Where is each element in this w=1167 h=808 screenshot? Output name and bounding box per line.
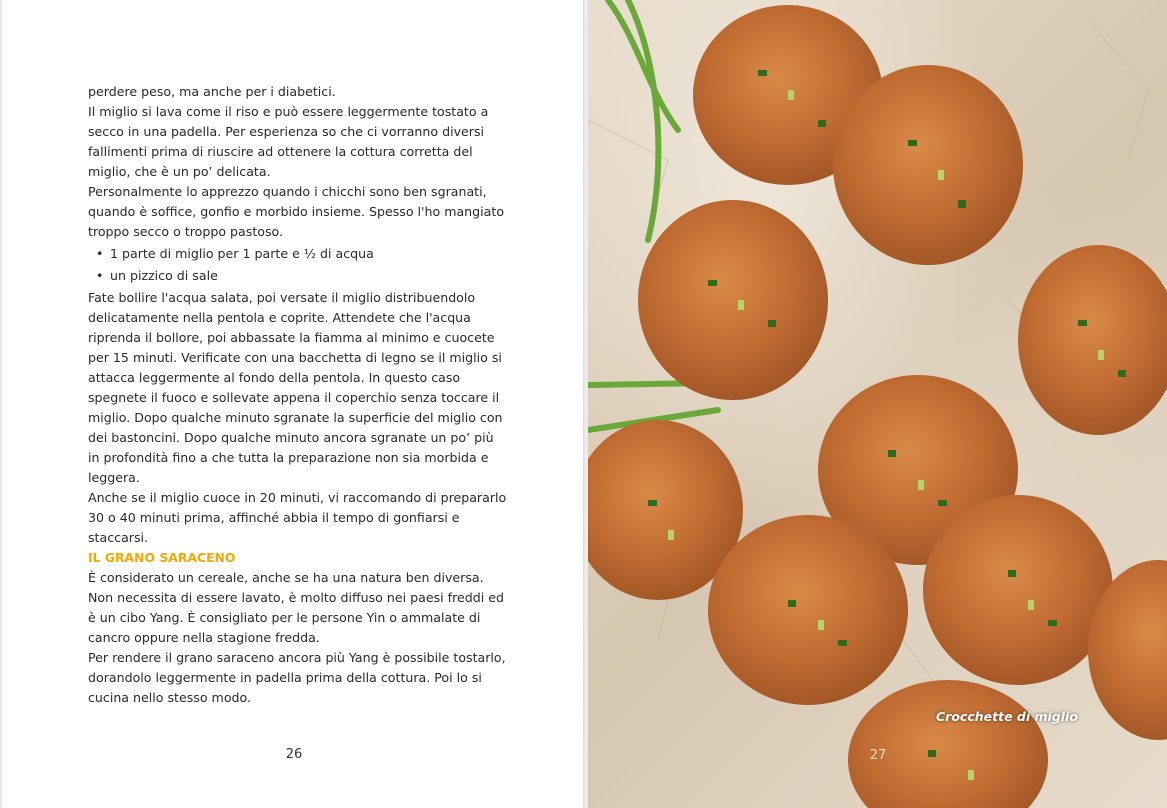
page-number: 26 [285, 747, 303, 762]
croquette [638, 200, 828, 400]
left-page [2, 0, 583, 808]
paragraph: Il miglio si lava come il riso e può essere leggermente tostato a secco in una padella. Per esperienza so che ci vorranno diversi fallimenti prima di riuscire ad ottenere la cottura corretta del miglio, che è un po’ delicata. [88, 104, 489, 179]
croquette [1018, 245, 1167, 435]
croquette [848, 680, 1048, 808]
croquette [923, 495, 1113, 685]
page-number: 27 [869, 748, 887, 763]
paragraph: Personalmente lo apprezzo quando i chicchi sono ben sgranati, quando è soffice, gonfio e morbido insieme. Spesso l'ho mangiato troppo secco o troppo pastoso. [88, 184, 505, 239]
croquette [833, 65, 1023, 265]
paragraph: Per rendere il grano saraceno ancora più Yang è possibile tostarlo, dorandolo leggermente in padella prima della cottura. Poi lo si cucina nello stesso modo. [88, 650, 506, 705]
paragraph: È considerato un cereale, anche se ha una natura ben diversa. Non necessita di essere lavato, è molto diffuso nei paesi freddi ed è un cibo Yang. È consigliato per le persone Yin o ammalate di cancro oppure nella stagione fredda. [88, 570, 504, 645]
photo-caption: Crocchette di miglio [936, 709, 1078, 724]
right-page [588, 0, 1167, 808]
list-item [96, 266, 508, 286]
bullet-icon: • [96, 268, 104, 283]
section-heading: IL GRANO SARACENO [88, 550, 236, 565]
paragraph: Fate bollire l'acqua salata, poi versate il miglio distribuendolo delicatamente nella pentola e coprite. Attendete che l'acqua riprenda il bollore, poi abbassate la fiamma al minimo e cuocete per 15 minuti. Verificate con una bacchetta di legno se il miglio si attacca leggermente al fondo della pentola. In questo caso spegnete il fuoco e sollevate appena il coperchio senza toccare il miglio. Dopo qualche minuto sgranate la superficie del miglio con dei bastoncini. Dopo qualche minuto ancora sgranate un po’ più in profondità fino a che tutta la preparazione non sia morbida e leggera. [88, 290, 503, 485]
list-item [96, 244, 508, 264]
left-page-text [88, 82, 508, 708]
bullet-icon: • [96, 246, 104, 261]
croquette [708, 515, 908, 705]
paragraph: Anche se il miglio cuoce in 20 minuti, vi raccomando di prepararlo 30 o 40 minuti prima, affinché abbia il tempo di gonfiarsi e staccarsi. [88, 490, 507, 545]
paragraph: perdere peso, ma anche per i diabetici. [88, 84, 336, 99]
list-item-text: un pizzico di sale [110, 268, 218, 283]
millet-croquettes-photo [588, 0, 1167, 808]
list-item-text: 1 parte di miglio per 1 parte e ½ di acqua [110, 246, 374, 261]
ingredients-list [88, 244, 508, 286]
